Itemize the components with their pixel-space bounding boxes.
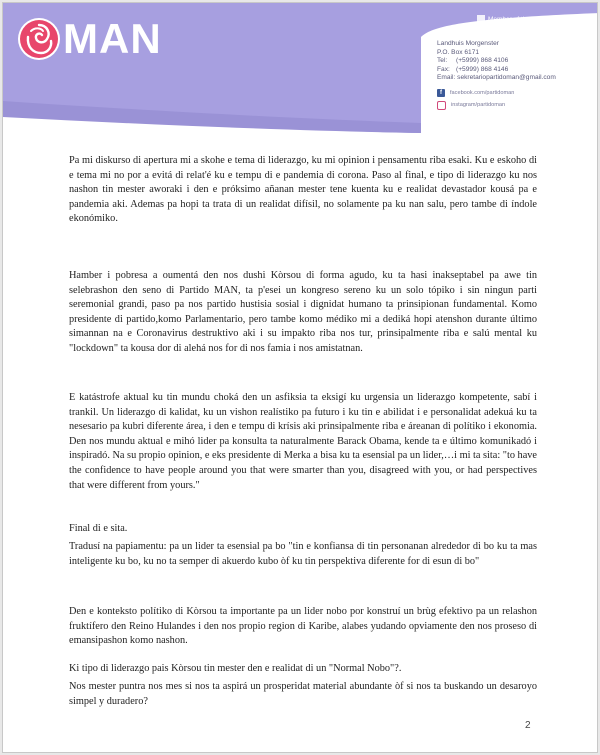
contact-line xyxy=(437,74,556,83)
document-page xyxy=(2,2,598,753)
contact-line xyxy=(437,49,556,58)
logo-text: MAN xyxy=(63,15,162,62)
socialist-international-icon xyxy=(477,15,485,23)
paragraph: E katástrofe aktual ku tin mundu choká den un asfiksia ta eksigí ku urgensia un liderazgo kompetente, sabí i trankil. Un liderazgo di kalidat, ku un vishon realístiko pa futuro i ku tin e abilidat i e personalidat adekuá ku ta nesesario pa kubri diferente área, i den e tempu di krísis aki prinsipalmente riba e áreanan di polítiko i ekonomia. Den nos mundu aktual e mihó lider pa konsulta ta naturalmente Barack Obama, kende ta e último komunikadó i inspiradó. Na su propio opinion, e eks presidente di Merka a bisa ku ta esensial pa un lider,…i mi ta sita: "to have the confidence to have people around you that were smarter than you, disagreed with you, or had perspectives that were different from yours." xyxy=(69,392,537,491)
paragraph: Den e konteksto polítiko di Kòrsou ta importante pa un lider nobo por konstruí un brùg efektivo pa un relashon fruktífero den Reino Hulandes i den nos propio region di Karibe, alabes yudando opviamente den nos proseso di emansipashon komo nashon. xyxy=(69,606,537,647)
party-logo xyxy=(17,17,162,61)
paragraph: Pa mi diskurso di apertura mi a skohe e tema di liderazgo, ku mi opinion i pensamentu riba esaki. Ku e eskoho di e tema mi no por a evitá di relat'é ku e tempu di e pandemia di corona. Paso al final, e tipo di liderazgo ku nos nashon tin mester aworaki i den e próksimo añanan mester tene kuenta ku e realidat devastador kousá pa e pandemia aki. Ademas pa hopi ta trata di un realidat difísil, no solamente pa ku nan salu, pero tambe di índole ekonómiko. xyxy=(69,155,537,225)
facebook-handle: facebook.com/partidoman xyxy=(450,90,515,96)
facebook-icon: f xyxy=(437,89,445,97)
instagram-handle: instagram/partidoman xyxy=(451,102,506,108)
social-links xyxy=(437,87,514,111)
page-number: 2 xyxy=(525,720,531,731)
contact-value: P.O. Box 6171 xyxy=(437,48,480,56)
affiliation xyxy=(477,15,594,23)
paragraph: Nos mester puntra nos mes si nos ta aspirá un prosperidat material abundante òf si nos ta buskando un desaroyo simpel y duradero? xyxy=(69,681,537,707)
paragraph: Final di e sita. xyxy=(69,523,128,534)
instagram-icon xyxy=(437,101,446,110)
instagram-link[interactable] xyxy=(437,99,514,111)
paragraph: Tradusí na papiamentu: pa un lider ta esensial pa bo "tin e konfiansa di tin personanan alrededor di bo ku ta mas inteligente ku bo, ku no ta semper di akuerdo kubo òf ku tin perspektiva diferente for di esun di bo" xyxy=(69,541,537,567)
rose-logo-icon xyxy=(17,17,61,61)
contact-email: Email: sekretariopartidoman@gmail.com xyxy=(437,74,556,82)
paragraph: Ki tipo di liderazgo pais Kòrsou tin mester den e realidat di un "Normal Nobo"?. xyxy=(69,663,402,674)
facebook-link[interactable] xyxy=(437,87,514,99)
contact-value: (+5999) 868 4146 xyxy=(456,65,509,73)
contact-label: Tel: xyxy=(437,57,448,65)
contact-value: Landhuis Morgenster xyxy=(437,40,499,47)
contact-line xyxy=(437,66,556,75)
paragraph: Hamber i pobresa a oumentá den nos dushi Kòrsou di forma agudo, ku ta hasi inakseptabel pa awe tin selebrashon den seno di Partido MAN, ta p'esei un kongreso sereno ku un solo tópiko i sin ningun parti seremonial grandi, paso pa nos partido hustisia sosial i dignidat humano ta prinsipionan fundamental. Komo presidente di partido,komo Parlamentario, pero tambe komo médiko mi a dediká hopi atenshon durante último simannan na e Coronavirus destruktivo aki i su impakto riba nos tur, prinsipalmente riba e salú mental ku "lockdown" ta kousa dor di alehá nos for di nos famia i nos amistatnan. xyxy=(69,270,537,354)
contact-line xyxy=(437,57,556,66)
contact-value: (+5999) 868 4106 xyxy=(456,57,509,65)
contact-block xyxy=(437,40,556,83)
affiliation-text: Member of the Socialist International xyxy=(488,15,594,23)
contact-label: Fax: xyxy=(437,65,450,73)
contact-line xyxy=(437,40,556,49)
